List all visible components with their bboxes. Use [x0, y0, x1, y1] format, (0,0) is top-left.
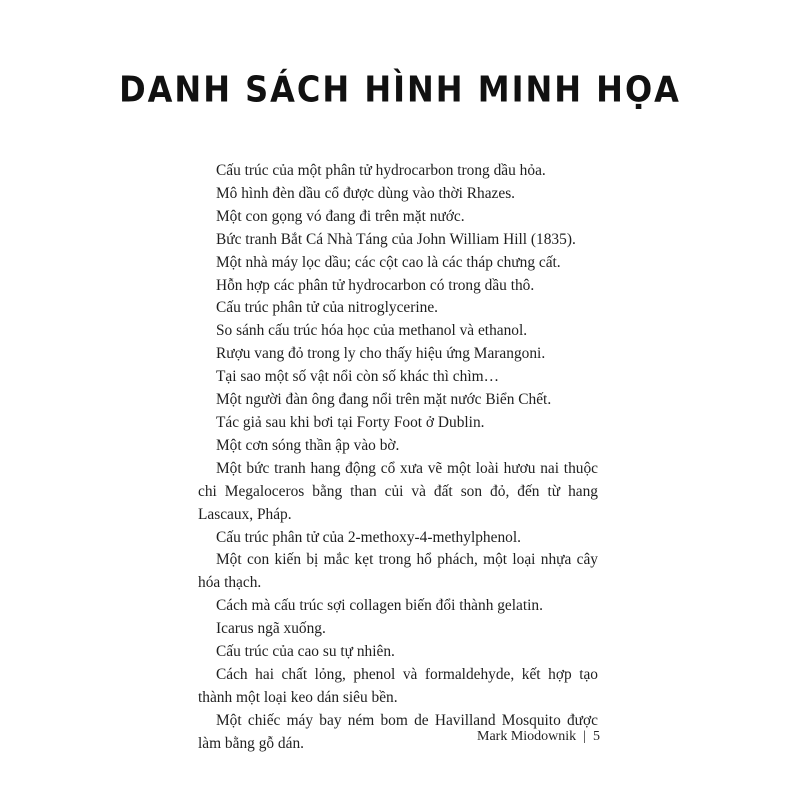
list-item: Bức tranh Bắt Cá Nhà Táng của John William Hill (1835).	[216, 230, 576, 248]
list-item: Rượu vang đỏ trong ly cho thấy hiệu ứng Marangoni.	[216, 345, 546, 363]
list-item: Hỗn hợp các phân tử hydrocarbon có trong dầu thô.	[216, 276, 535, 294]
list-item: So sánh cấu trúc hóa học của methanol và ethanol.	[216, 322, 528, 340]
list-item: Một người đàn ông đang nổi trên mặt nước Biển Chết.	[216, 391, 552, 409]
list-item: Tác giả sau khi bơi tại Forty Foot ở Dublin.	[216, 413, 485, 431]
illustration-list	[198, 160, 598, 756]
list-item: Cấu trúc của cao su tự nhiên.	[216, 643, 395, 661]
list-item: Một chiếc máy bay ném bom de Havilland Mosquito được làm bằng gỗ dán.	[198, 711, 598, 752]
list-item: Cấu trúc phân tử của 2-methoxy-4-methylphenol.	[216, 528, 521, 546]
list-item: Icarus ngã xuống.	[216, 620, 326, 638]
list-item: Một bức tranh hang động cổ xưa vẽ một loài hươu nai thuộc chi Megaloceros bằng than củi và đất son đỏ, đến từ hang Lascaux, Pháp.	[198, 459, 598, 523]
list-item: Cấu trúc phân tử của nitroglycerine.	[216, 299, 439, 317]
page-footer	[430, 729, 600, 745]
list-item: Một con kiến bị mắc kẹt trong hổ phách, một loại nhựa cây hóa thạch.	[198, 551, 598, 592]
list-item: Cấu trúc của một phân tử hydrocarbon trong dầu hỏa.	[216, 162, 546, 179]
page-title: DANH SÁCH HÌNH MINH HỌA	[119, 67, 681, 111]
list-item: Tại sao một số vật nổi còn số khác thì chìm…	[216, 368, 499, 386]
list-item: Một nhà máy lọc dầu; các cột cao là các tháp chưng cất.	[216, 253, 561, 271]
footer-author: Mark Miodownik	[477, 729, 577, 744]
list-item: Mô hình đèn dầu cổ được dùng vào thời Rhazes.	[216, 184, 516, 202]
list-item: Cách mà cấu trúc sợi collagen biến đổi thành gelatin.	[216, 597, 543, 615]
list-item: Một cơn sóng thần ập vào bờ.	[216, 436, 400, 454]
footer-separator: |	[583, 729, 586, 744]
list-item: Cách hai chất lỏng, phenol và formaldehyde, kết hợp tạo thành một loại keo dán siêu bền.	[198, 665, 598, 706]
page-number: 5	[593, 729, 600, 744]
list-item: Một con gọng vó đang đi trên mặt nước.	[216, 207, 465, 225]
